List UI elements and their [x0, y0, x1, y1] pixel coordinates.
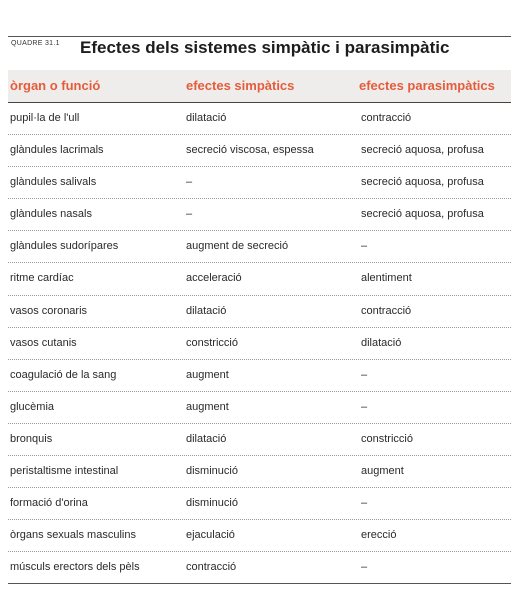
table-row	[8, 392, 511, 424]
cell-parasympathetic: augment	[361, 465, 404, 478]
table-row	[8, 488, 511, 520]
cell-parasympathetic: dilatació	[361, 336, 402, 349]
cell-organ: glàndules lacrimals	[10, 144, 104, 157]
cell-sympathetic: –	[186, 208, 193, 221]
cell-organ: vasos cutanis	[10, 336, 77, 349]
cell-sympathetic: augment de secreció	[186, 240, 289, 253]
cell-parasympathetic: alentiment	[361, 272, 412, 285]
cell-parasympathetic: –	[361, 368, 368, 381]
cell-sympathetic: augment	[186, 368, 229, 381]
cell-sympathetic: disminució	[186, 465, 238, 478]
table-row	[8, 520, 511, 552]
cell-sympathetic: disminució	[186, 497, 238, 510]
cell-organ: ritme cardíac	[10, 272, 74, 285]
top-rule	[8, 36, 511, 37]
cell-parasympathetic: –	[361, 497, 368, 510]
table-row	[8, 167, 511, 199]
cell-organ: glàndules sudorípares	[10, 240, 119, 253]
table-row	[8, 424, 511, 456]
table-row	[8, 296, 511, 328]
cell-sympathetic: –	[186, 176, 193, 189]
cell-parasympathetic: contracció	[361, 112, 412, 124]
cell-organ: glàndules salivals	[10, 176, 97, 189]
table-row	[8, 199, 511, 231]
cell-organ: glucèmia	[10, 400, 55, 413]
header-sympathetic: efectes simpàtics	[186, 78, 295, 93]
table-row	[8, 552, 511, 584]
box-label: QUADRE 31.1	[11, 40, 60, 47]
cell-organ: bronquis	[10, 432, 53, 445]
cell-parasympathetic: secreció aquosa, profusa	[361, 144, 484, 157]
header-organ: òrgan o funció	[10, 78, 101, 93]
cell-parasympathetic: contracció	[361, 304, 412, 317]
table-row	[8, 360, 511, 392]
cell-sympathetic: dilatació	[186, 112, 227, 124]
cell-parasympathetic: secreció aquosa, profusa	[361, 176, 484, 189]
table-row	[8, 135, 511, 167]
cell-parasympathetic: –	[361, 240, 368, 253]
table-header	[8, 70, 511, 102]
cell-parasympathetic: secreció aquosa, profusa	[361, 208, 484, 221]
cell-parasympathetic: erecció	[361, 529, 397, 542]
cell-sympathetic: dilatació	[186, 304, 227, 317]
cell-organ: peristaltisme intestinal	[10, 465, 119, 478]
cell-parasympathetic: constricció	[361, 432, 413, 445]
table-title: Efectes dels sistemes simpàtic i parasimpàtic	[80, 38, 450, 57]
table-row	[8, 103, 511, 135]
cell-sympathetic: augment	[186, 400, 229, 413]
cell-parasympathetic: –	[361, 561, 368, 574]
cell-organ: vasos coronaris	[10, 304, 88, 317]
cell-parasympathetic: –	[361, 400, 368, 413]
table-row	[8, 231, 511, 263]
cell-sympathetic: secreció viscosa, espessa	[186, 144, 314, 157]
cell-sympathetic: constricció	[186, 336, 238, 349]
cell-organ: músculs erectors dels pèls	[10, 561, 140, 574]
table-body	[8, 103, 511, 584]
cell-organ: coagulació de la sang	[10, 368, 117, 381]
cell-organ: òrgans sexuals masculins	[10, 529, 136, 542]
table-row	[8, 456, 511, 488]
table-row	[8, 328, 511, 360]
cell-organ: formació d'orina	[10, 497, 88, 510]
table-row	[8, 263, 511, 295]
cell-sympathetic: contracció	[186, 561, 237, 574]
cell-organ: pupil·la de l'ull	[10, 112, 80, 124]
cell-sympathetic: acceleració	[186, 272, 242, 285]
header-parasympathetic: efectes parasimpàtics	[359, 78, 495, 93]
cell-sympathetic: ejaculació	[186, 529, 235, 542]
cell-sympathetic: dilatació	[186, 432, 227, 445]
cell-organ: glàndules nasals	[10, 208, 92, 221]
